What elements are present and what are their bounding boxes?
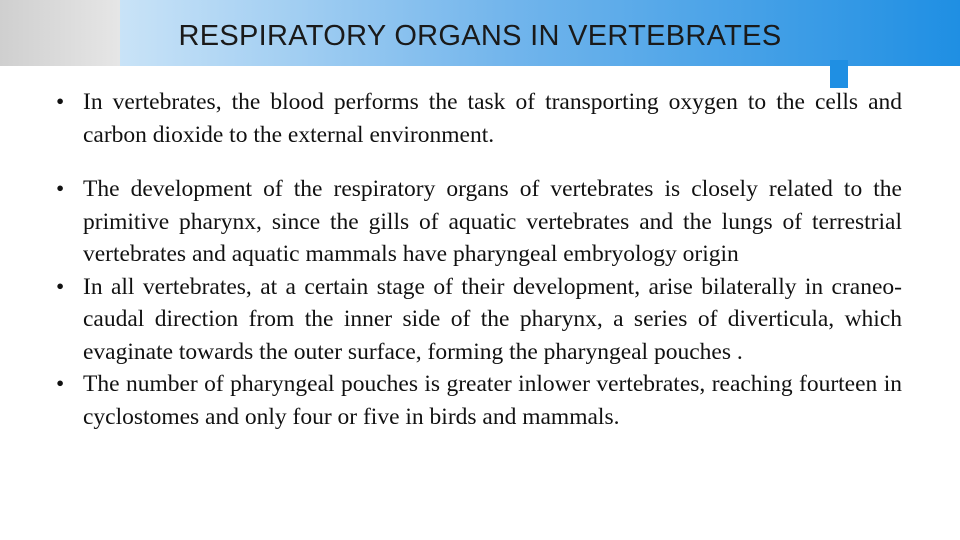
bullet-icon: •: [56, 176, 65, 202]
bullet-item: [56, 368, 902, 433]
header-tab-accent: [830, 60, 848, 88]
bullet-icon: •: [56, 273, 65, 300]
bullet-item: [56, 173, 902, 271]
bullet-item: [56, 86, 902, 151]
slide-title: RESPIRATORY ORGANS IN VERTEBRATES: [178, 20, 782, 52]
bullet-list: [56, 86, 902, 433]
bullet-icon: •: [56, 89, 65, 115]
bullet-text: The development of the respiratory organs of vertebrates is closely related to the primitive pharynx, since the gills of aquatic vertebrates and the lungs of terrestrial vertebrates and aquatic mammals have pharyngeal embryology origin: [83, 176, 902, 267]
bullet-text: In vertebrates, the blood performs the task of transporting oxygen to the cells and carbon dioxide to the external environment.: [83, 89, 902, 148]
bullet-icon: •: [56, 371, 65, 397]
bullet-text: In all vertebrates, at a certain stage of their development, arise bilaterally in craneo-caudal direction from the inner side of the pharynx, a series of diverticula, which evaginate towards the outer surface, forming the pharyngeal pouches .: [83, 273, 902, 365]
bullet-item: [56, 271, 902, 369]
bullet-text: The number of pharyngeal pouches is greater inlower vertebrates, reaching fourteen in cyclostomes and only four or five in birds and mammals.: [83, 371, 902, 430]
